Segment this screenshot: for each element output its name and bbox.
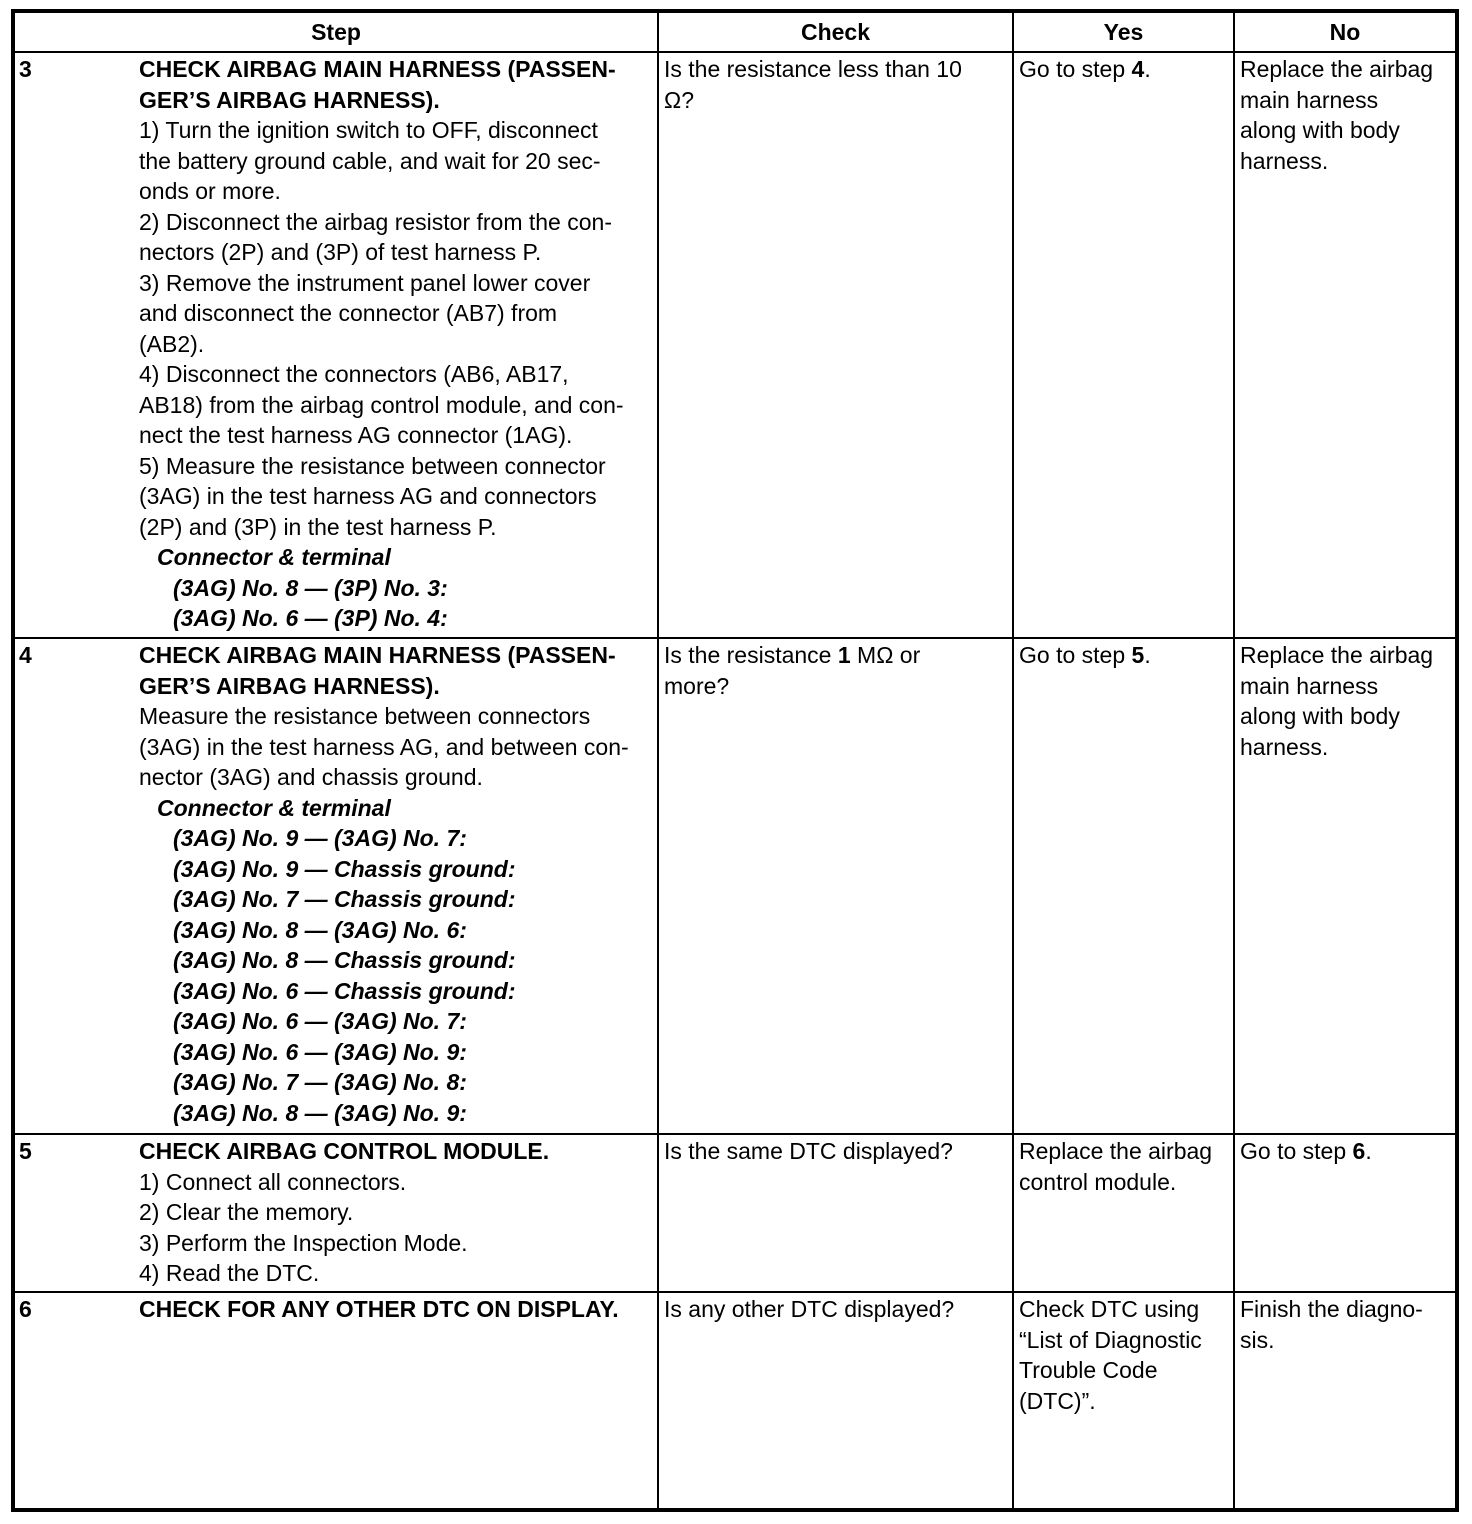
step-instruction: Measure the resistance between connectors bbox=[139, 703, 591, 729]
step-instruction: nector (3AG) and chassis ground. bbox=[139, 764, 483, 790]
step-instruction: 4) Disconnect the connectors (AB6, AB17, bbox=[139, 361, 569, 387]
no-text: Replace the airbag main harness along with body harness. bbox=[1240, 56, 1434, 174]
check-text: Is the resistance less than 10 Ω? bbox=[664, 56, 962, 113]
step-instruction: 4) Read the DTC. bbox=[139, 1260, 320, 1286]
diagnostic-procedure-table bbox=[11, 9, 1459, 1512]
step-instruction: (2P) and (3P) in the test harness P. bbox=[139, 513, 497, 540]
table-row-step-5 bbox=[13, 1134, 1457, 1292]
step-number: 5 bbox=[19, 1138, 32, 1164]
connector-terminal-item: (3AG) No. 9 — Chassis ground: bbox=[173, 855, 516, 882]
step-instruction: (AB2). bbox=[139, 330, 205, 357]
step-reference: 5 bbox=[1131, 642, 1145, 668]
check-cell bbox=[658, 52, 1013, 638]
header-check: Check bbox=[658, 11, 1013, 52]
header-no: No bbox=[1234, 11, 1457, 52]
step-cell bbox=[13, 52, 658, 638]
connector-terminal-item: (3AG) No. 6 — Chassis ground: bbox=[173, 977, 516, 1004]
no-cell bbox=[1234, 1134, 1457, 1292]
yes-cell bbox=[1013, 1134, 1234, 1292]
step-cell bbox=[13, 1134, 658, 1292]
step-instruction: the battery ground cable, and wait for 20 sec- bbox=[139, 147, 601, 174]
check-text: Is the resistance 1 MΩ or more? bbox=[664, 642, 921, 699]
step-instruction: AB18) from the airbag control module, and con- bbox=[139, 391, 624, 418]
step-title: CHECK AIRBAG MAIN HARNESS (PASSEN- GER’S AIRBAG HARNESS). bbox=[139, 642, 616, 699]
step-instruction: 3) Remove the instrument panel lower cover bbox=[139, 269, 591, 296]
table-row-step-4 bbox=[13, 638, 1457, 1134]
step-instruction: 2) Disconnect the airbag resistor from the con- bbox=[139, 208, 612, 235]
header-row bbox=[13, 11, 1457, 52]
step-reference: 6 bbox=[1352, 1138, 1366, 1164]
connector-terminal-item: (3AG) No. 7 — Chassis ground: bbox=[173, 886, 516, 912]
connector-terminal-item: (3AG) No. 8 — Chassis ground: bbox=[173, 947, 516, 973]
check-cell bbox=[658, 638, 1013, 1134]
check-text: Is the same DTC displayed? bbox=[664, 1138, 953, 1164]
step-instruction: 5) Measure the resistance between connector bbox=[139, 452, 606, 479]
connector-terminal-item: (3AG) No. 8 — (3AG) No. 6: bbox=[173, 916, 467, 943]
step-title: CHECK AIRBAG CONTROL MODULE. bbox=[139, 1138, 550, 1164]
step-instruction: nect the test harness AG connector (1AG). bbox=[139, 422, 573, 448]
no-cell bbox=[1234, 638, 1457, 1134]
step-instruction: (3AG) in the test harness AG and connectors bbox=[139, 483, 597, 509]
yes-cell bbox=[1013, 638, 1234, 1134]
connector-terminal-item: (3AG) No. 6 — (3AG) No. 7: bbox=[173, 1008, 467, 1034]
connector-terminal-item: (3AG) No. 6 — (3AG) No. 9: bbox=[173, 1038, 467, 1065]
connector-terminal-heading: Connector & terminal bbox=[157, 794, 391, 821]
no-text: Go to step 6. bbox=[1240, 1138, 1372, 1164]
no-text: Finish the diagno- sis. bbox=[1240, 1296, 1423, 1353]
step-title: CHECK FOR ANY OTHER DTC ON DISPLAY. bbox=[139, 1296, 619, 1322]
step-instruction: (3AG) in the test harness AG, and between con- bbox=[139, 733, 629, 760]
connector-terminal-item: (3AG) No. 8 — (3P) No. 3: bbox=[173, 574, 448, 601]
yes-text: Go to step 5. bbox=[1019, 642, 1151, 668]
step-reference: 4 bbox=[1131, 56, 1145, 82]
step-instruction: 2) Clear the memory. bbox=[139, 1199, 354, 1225]
no-text: Replace the airbag main harness along with body harness. bbox=[1240, 642, 1434, 760]
no-cell bbox=[1234, 52, 1457, 638]
connector-terminal-item: (3AG) No. 6 — (3P) No. 4: bbox=[173, 605, 448, 631]
step-instruction: and disconnect the connector (AB7) from bbox=[139, 300, 558, 326]
header-yes: Yes bbox=[1013, 11, 1234, 52]
step-title: CHECK AIRBAG MAIN HARNESS (PASSEN- GER’S AIRBAG HARNESS). bbox=[139, 56, 616, 113]
step-instruction: 3) Perform the Inspection Mode. bbox=[139, 1229, 468, 1256]
table-row-step-6 bbox=[13, 1292, 1457, 1510]
yes-text: Check DTC using “List of Diagnostic Trouble Code (DTC)”. bbox=[1019, 1296, 1202, 1414]
header-step: Step bbox=[13, 11, 658, 52]
step-cell bbox=[13, 1292, 658, 1510]
step-instruction: onds or more. bbox=[139, 178, 281, 204]
yes-text: Replace the airbag control module. bbox=[1019, 1138, 1213, 1195]
check-cell bbox=[658, 1134, 1013, 1292]
yes-cell bbox=[1013, 1292, 1234, 1510]
yes-text: Go to step 4. bbox=[1019, 56, 1151, 82]
connector-terminal-item: (3AG) No. 8 — (3AG) No. 9: bbox=[173, 1099, 467, 1126]
step-instruction: 1) Turn the ignition switch to OFF, disconnect bbox=[139, 117, 598, 143]
step-number: 4 bbox=[19, 642, 32, 668]
check-cell bbox=[658, 1292, 1013, 1510]
connector-terminal-item: (3AG) No. 9 — (3AG) No. 7: bbox=[173, 825, 467, 851]
step-number: 6 bbox=[19, 1296, 32, 1322]
table-row-step-3 bbox=[13, 52, 1457, 638]
no-cell bbox=[1234, 1292, 1457, 1510]
connector-terminal-heading: Connector & terminal bbox=[157, 544, 391, 570]
step-instruction: nectors (2P) and (3P) of test harness P. bbox=[139, 239, 542, 265]
yes-cell bbox=[1013, 52, 1234, 638]
step-number: 3 bbox=[19, 56, 32, 82]
step-cell bbox=[13, 638, 658, 1134]
step-instruction: 1) Connect all connectors. bbox=[139, 1168, 407, 1195]
connector-terminal-item: (3AG) No. 7 — (3AG) No. 8: bbox=[173, 1069, 467, 1095]
check-text: Is any other DTC displayed? bbox=[664, 1296, 955, 1322]
